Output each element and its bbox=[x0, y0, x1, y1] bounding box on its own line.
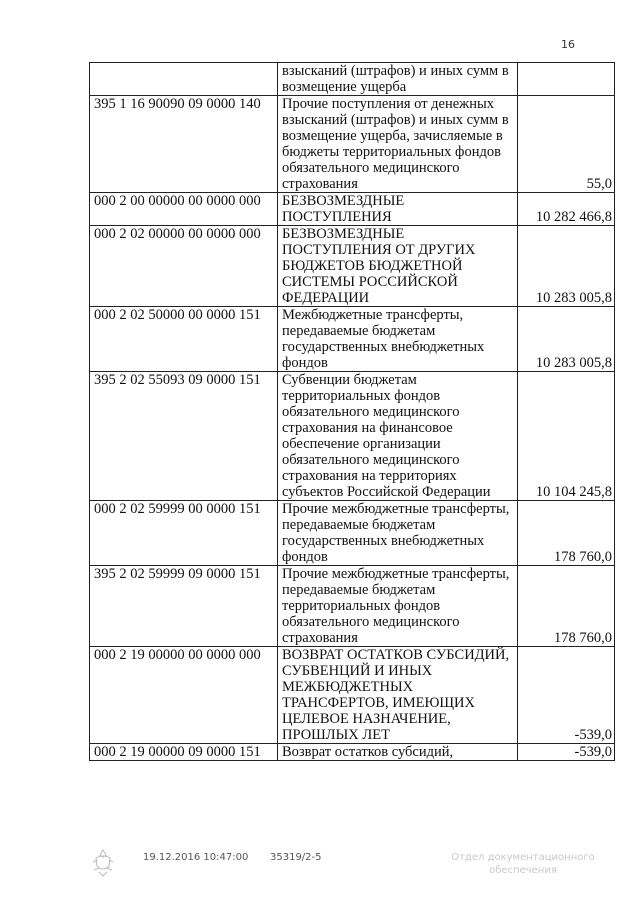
row-description: Прочие поступления от денежных взысканий (штрафов) и иных сумм в возмещение ущерба, зачисляемые в бюджеты территориальных фондов обязательного медицинского страхования bbox=[278, 96, 518, 193]
table-row bbox=[90, 501, 615, 566]
table-body bbox=[90, 63, 615, 761]
row-amount: 10 282 466,8 bbox=[518, 193, 615, 226]
row-amount bbox=[518, 63, 615, 96]
stamp-line-1: Отдел документационного bbox=[451, 852, 595, 863]
table-row bbox=[90, 307, 615, 372]
emblem-icon bbox=[90, 848, 116, 878]
stamp-line-2: обеспечения bbox=[489, 865, 557, 876]
row-amount: -539,0 bbox=[518, 647, 615, 744]
row-code: 395 2 02 59999 09 0000 151 bbox=[90, 566, 278, 647]
row-amount: 10 283 005,8 bbox=[518, 307, 615, 372]
row-amount: 178 760,0 bbox=[518, 566, 615, 647]
row-code: 000 2 02 59999 00 0000 151 bbox=[90, 501, 278, 566]
footer-doc-number: 35319/2-5 bbox=[270, 852, 322, 863]
table-row bbox=[90, 96, 615, 193]
row-code: 000 2 19 00000 09 0000 151 bbox=[90, 744, 278, 761]
row-description: Прочие межбюджетные трансферты, передаваемые бюджетам государственных внебюджетных фондов bbox=[278, 501, 518, 566]
row-code: 000 2 00 00000 00 0000 000 bbox=[90, 193, 278, 226]
row-code: 395 1 16 90090 09 0000 140 bbox=[90, 96, 278, 193]
row-code bbox=[90, 63, 278, 96]
row-description: Прочие межбюджетные трансферты, передаваемые бюджетам территориальных фондов обязательного медицинского страхования bbox=[278, 566, 518, 647]
table-row bbox=[90, 647, 615, 744]
row-amount: 10 104 245,8 bbox=[518, 372, 615, 501]
row-description: Межбюджетные трансферты, передаваемые бюджетам государственных внебюджетных фондов bbox=[278, 307, 518, 372]
row-code: 000 2 02 50000 00 0000 151 bbox=[90, 307, 278, 372]
row-amount: 55,0 bbox=[518, 96, 615, 193]
row-amount: -539,0 bbox=[518, 744, 615, 761]
row-description: Возврат остатков субсидий, bbox=[278, 744, 518, 761]
row-description: взысканий (штрафов) и иных сумм в возмещение ущерба bbox=[278, 63, 518, 96]
row-description: БЕЗВОЗМЕЗДНЫЕ ПОСТУПЛЕНИЯ ОТ ДРУГИХ БЮДЖЕТОВ БЮДЖЕТНОЙ СИСТЕМЫ РОССИЙСКОЙ ФЕДЕРАЦИИ bbox=[278, 226, 518, 307]
table-row bbox=[90, 193, 615, 226]
department-stamp bbox=[448, 851, 598, 877]
row-amount: 10 283 005,8 bbox=[518, 226, 615, 307]
row-code: 395 2 02 55093 09 0000 151 bbox=[90, 372, 278, 501]
row-code: 000 2 19 00000 00 0000 000 bbox=[90, 647, 278, 744]
table-row bbox=[90, 63, 615, 96]
budget-revenue-table bbox=[89, 62, 615, 761]
footer-timestamp: 19.12.2016 10:47:00 bbox=[143, 852, 249, 863]
row-description: БЕЗВОЗМЕЗДНЫЕ ПОСТУПЛЕНИЯ bbox=[278, 193, 518, 226]
row-description: ВОЗВРАТ ОСТАТКОВ СУБСИДИЙ, СУБВЕНЦИЙ И ИНЫХ МЕЖБЮДЖЕТНЫХ ТРАНСФЕРТОВ, ИМЕЮЩИХ ЦЕЛЕВОЕ НАЗНАЧЕНИЕ, ПРОШЛЫХ ЛЕТ bbox=[278, 647, 518, 744]
table-row bbox=[90, 372, 615, 501]
table-row bbox=[90, 226, 615, 307]
table-row bbox=[90, 566, 615, 647]
table-row bbox=[90, 744, 615, 761]
row-amount: 178 760,0 bbox=[518, 501, 615, 566]
row-code: 000 2 02 00000 00 0000 000 bbox=[90, 226, 278, 307]
page-number: 16 bbox=[561, 38, 575, 51]
row-description: Субвенции бюджетам территориальных фондов обязательного медицинского страхования на финансовое обеспечение организации обязательного медицинского страхования на территориях субъектов Российской Федерации bbox=[278, 372, 518, 501]
